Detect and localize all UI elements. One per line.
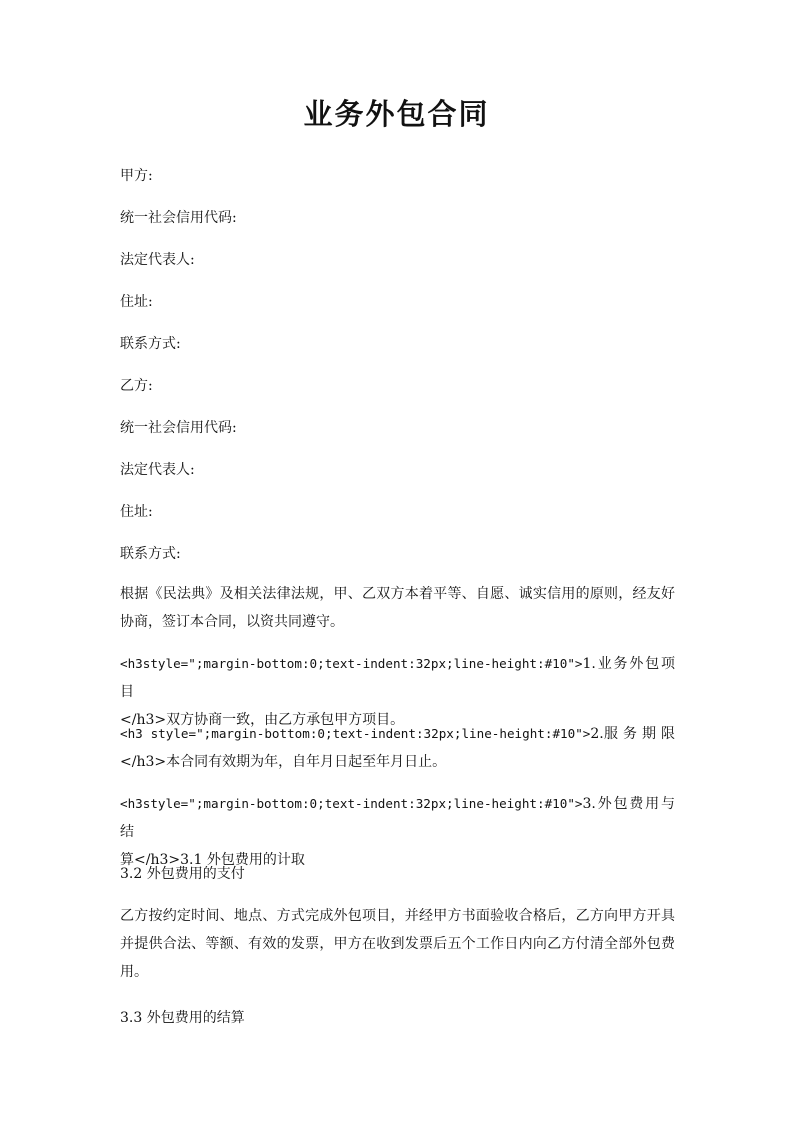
clause-3-2-title: 3.2 外包费用的支付 [120,866,245,882]
section-3-heading: 3.外包费用与结 [120,796,675,840]
party-b-name-label: 乙方: [120,378,153,394]
section-1-line2: </h3>双方协商一致，由乙方承包甲方项目。 [120,712,405,728]
clause-3-2-body: 乙方按约定时间、地点、方式完成外包项目，并经甲方书面验收合格后，乙方向甲方开具并提供合法、等额、有效的发票，甲方在收到发票后五个工作日内向乙方付清全部外包费用。 [120,908,675,980]
party-b-contact-label: 联系方式: [120,546,181,562]
party-a-name-label: 甲方: [120,168,153,184]
section-2-heading: 2.服 务 期 限 [590,726,675,742]
section-2-block [120,720,675,776]
section-1-code: <h3style=";margin-bottom:0;text-indent:32px;line-height:#10"> [120,656,583,671]
party-a-credit-code-label: 统一社会信用代码: [120,210,237,226]
party-a-legal-rep-label: 法定代表人: [120,252,195,268]
clause-3-3-title: 3.3 外包费用的结算 [120,1010,245,1026]
section-2-code: <h3 style=";margin-bottom:0;text-indent:32px;line-height:#10"> [120,726,591,741]
document-title: 业务外包合同 [303,97,490,131]
party-b-legal-rep-label: 法定代表人: [120,462,195,478]
party-b-credit-code-label: 统一社会信用代码: [120,420,237,436]
section-2-line2: </h3>本合同有效期为年，自年月日起至年月日止。 [120,754,447,770]
party-a-contact-label: 联系方式: [120,336,181,352]
section-3-code: <h3style=";margin-bottom:0;text-indent:32px;line-height:#10"> [120,796,583,811]
section-3-line2: 算</h3>3.1 外包费用的计取 [120,852,305,868]
preamble-paragraph: 根据《民法典》及相关法律法规，甲、乙双方本着平等、自愿、诚实信用的原则，经友好协商，签订本合同，以资共同遵守。 [120,586,675,630]
party-b-address-label: 住址: [120,504,153,520]
party-a-address-label: 住址: [120,294,153,310]
section-1-heading: 1.业务外包项目 [120,656,675,700]
section-3-block [120,790,675,874]
